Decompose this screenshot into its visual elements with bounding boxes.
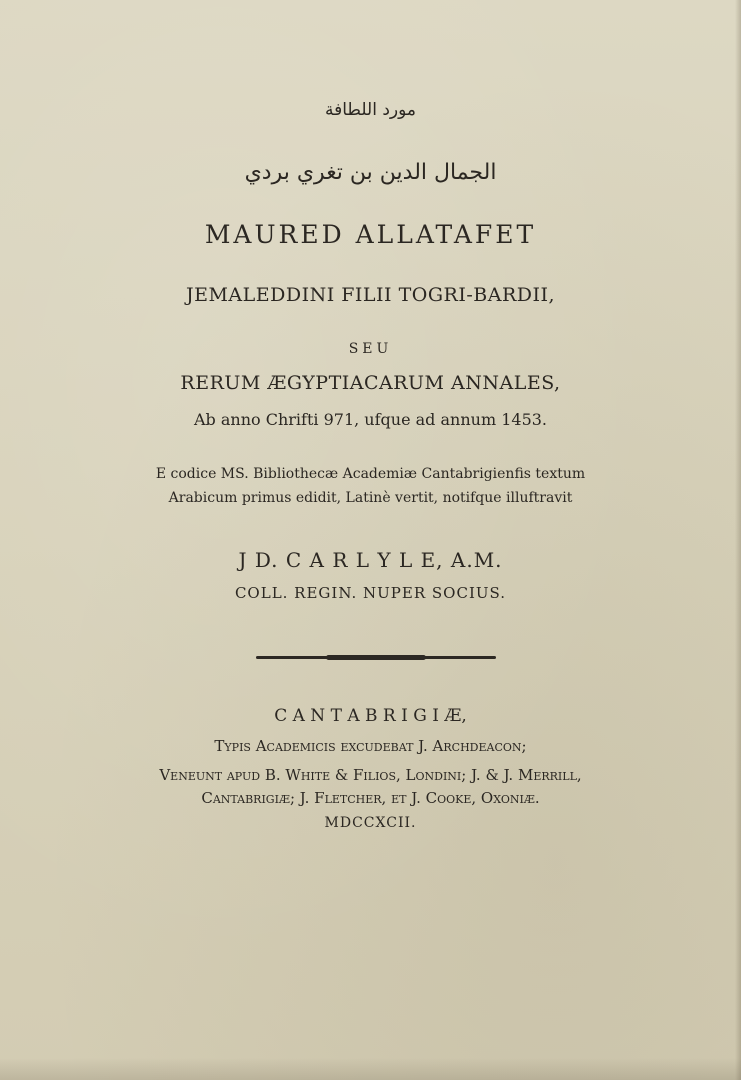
seu-word: SEU [348, 341, 393, 357]
imprint-place: C A N T A B R I G I Æ, [274, 706, 467, 726]
arabic-author: الجمال الدين بن تغري بردي [244, 160, 497, 185]
main-title: MAURED ALLATAFET [204, 220, 537, 249]
description-line-1: E codice MS. Bibliothecæ Academiæ Cantabrigienfis textum [155, 466, 586, 482]
description-line-2: Arabicum primus edidit, Latinè vertit, notifque illuftravit [168, 490, 573, 506]
arabic-title: مورد اللطافة [325, 100, 416, 120]
imprint-year: MDCCXCII. [324, 815, 417, 831]
imprint-sellers-1: Veneunt apud B. White & Filios, Londini; J. & J. Merrill, [159, 766, 582, 784]
ornamental-rule [256, 656, 496, 659]
page-bottom-shadow [0, 1058, 741, 1080]
imprint-sellers-2: Cantabrigiæ; J. Fletcher, et J. Cooke, Oxoniæ. [201, 789, 540, 807]
editor-name: J D. C A R L Y L E, A.M. [238, 548, 503, 572]
author-latin: JEMALEDDINI FILII TOGRI-BARDII, [185, 284, 556, 306]
subtitle: RERUM ÆGYPTIACARUM ANNALES, [180, 372, 561, 394]
imprint-printer: Typis Academicis excudebat J. Archdeacon; [214, 737, 527, 755]
date-range: Ab anno Chrifti 971, ufque ad annum 1453. [193, 410, 548, 429]
editor-affiliation: COLL. REGIN. NUPER SOCIUS. [234, 584, 507, 602]
